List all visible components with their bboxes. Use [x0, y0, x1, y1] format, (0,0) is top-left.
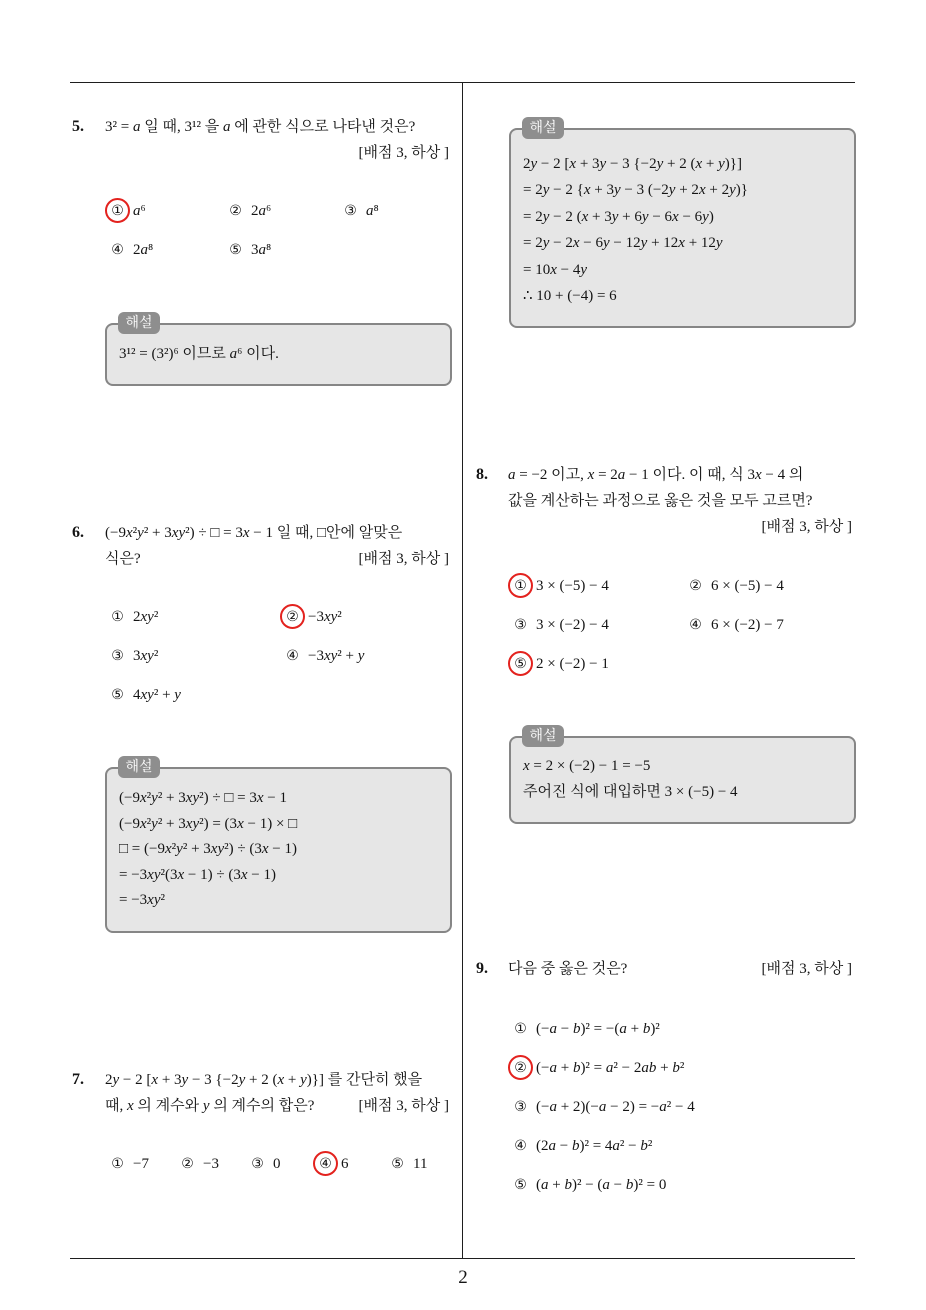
math-variable: a [617, 467, 626, 483]
question-line [105, 114, 451, 140]
question-5 [70, 114, 453, 166]
math-variable: x [151, 1072, 159, 1088]
math-variable: y [174, 687, 181, 703]
math-variable: a [541, 1177, 549, 1193]
choice-1 [110, 1154, 180, 1174]
solution-line: ∴ 10 + (−4) = 6 [523, 287, 617, 304]
choice-text: (−a + b)² = a² − 2ab + b² [536, 1060, 685, 1076]
choice-number-marker: ① [111, 609, 124, 625]
math-variable: a [366, 203, 374, 219]
choice-2 [688, 576, 784, 596]
math-variable: xy [323, 648, 338, 664]
question-text: 2y − 2 [x + 3y − 3 {−2y + 2 (x + y)}] 를 간단히 했을 [105, 1072, 423, 1088]
choice-number-marker: ④ [514, 1138, 527, 1154]
solution-box [105, 759, 452, 933]
question-line [508, 488, 854, 514]
solution-line: (−9x²y² + 3xy²) = (3x − 1) × □ [119, 815, 298, 832]
choice-1 [110, 607, 285, 627]
question-number: 5. [72, 118, 84, 135]
answer-choices [513, 1019, 695, 1195]
choice-number-marker: ④ [286, 648, 299, 664]
choice-number-marker: ⑤ [111, 687, 124, 703]
choice-4 [513, 1136, 695, 1156]
math-variable: a [549, 1099, 557, 1115]
question-body [105, 114, 451, 166]
choice-number-marker: ② [689, 578, 702, 594]
solution-label: 해설 [118, 312, 160, 334]
math-variable: y [112, 1072, 120, 1088]
solution-box [509, 728, 856, 824]
math-variable: x [672, 208, 679, 225]
question-body [508, 956, 854, 982]
choice-number-marker: ⑤ [229, 242, 242, 258]
choice-number-marker: ⑤ [391, 1156, 404, 1172]
choice-3 [110, 646, 285, 666]
math-variable: y [641, 208, 649, 225]
math-variable: x [572, 235, 580, 252]
math-variable: y [530, 156, 538, 172]
math-variable: b [564, 1177, 572, 1193]
math-variable: x [237, 815, 244, 832]
math-variable: x [125, 525, 133, 541]
choice-1 [513, 1019, 695, 1039]
solution-line: x = 2 × (−2) − 1 = −5 [523, 758, 651, 774]
math-variable: y [611, 208, 619, 225]
choice-3 [250, 1154, 318, 1174]
math-variable: x [695, 156, 703, 172]
choice-5 [110, 685, 285, 705]
choice-2 [285, 607, 364, 627]
question-line [105, 140, 451, 166]
math-variable: x [550, 261, 557, 278]
math-variable: x [139, 815, 147, 832]
choice-text: (−a + 2)(−a − 2) = −a² − 4 [536, 1099, 695, 1115]
question-6 [70, 520, 453, 572]
math-variable: b [572, 1060, 581, 1076]
math-variable: y [715, 235, 723, 252]
math-variable: a [598, 1099, 607, 1115]
choice-number-marker: ③ [251, 1156, 264, 1172]
answer-mark-circle [280, 604, 305, 629]
math-variable: a [508, 467, 516, 483]
math-variable: x [569, 156, 577, 172]
math-variable: y [357, 648, 365, 664]
choice-text: 6 × (−5) − 4 [711, 578, 784, 594]
math-variable: y [300, 1072, 307, 1088]
question-text: a = −2 이고, x = 2a − 1 이다. 이 때, 식 3x − 4 의 [508, 467, 804, 483]
math-variable: xy [185, 815, 200, 832]
math-variable: x [587, 467, 595, 483]
math-variable: y [640, 235, 648, 252]
choice-text: 6 × (−2) − 7 [711, 617, 784, 633]
math-variable: y [151, 815, 158, 832]
answer-mark-circle [508, 1055, 533, 1080]
math-variable: x [164, 841, 172, 857]
choice-1 [110, 201, 228, 221]
math-variable: y [718, 156, 725, 172]
math-variable: x [583, 182, 591, 199]
question-body [508, 462, 854, 540]
choice-number-marker: ① [110, 201, 125, 221]
math-variable: xy [185, 790, 200, 806]
score-info: [배점 3, 하상 ] [358, 1098, 449, 1114]
math-variable: a [619, 1021, 627, 1037]
choice-5 [513, 1175, 695, 1195]
math-variable: a [222, 119, 231, 135]
math-variable: y [151, 790, 158, 806]
math-variable: b [640, 1138, 648, 1154]
choice-text: a⁶ [133, 203, 146, 219]
math-variable: a [548, 1138, 556, 1154]
choice-number-marker: ① [513, 576, 528, 596]
question-number: 7. [72, 1071, 84, 1088]
math-variable: b [572, 1021, 581, 1037]
math-variable: b [571, 1138, 580, 1154]
choice-text: −3 [203, 1156, 219, 1172]
choice-number-marker: ④ [318, 1154, 333, 1174]
math-variable: xy [147, 892, 161, 908]
choice-text: 4xy² + y [133, 687, 181, 703]
choice-4 [688, 615, 784, 635]
math-variable: y [599, 156, 607, 172]
math-variable: x [523, 758, 530, 774]
choice-text: (2a − b)² = 4a² − b² [536, 1138, 653, 1154]
math-variable: a [659, 1099, 667, 1115]
choice-text: 2xy² [133, 609, 159, 625]
solution-label: 해설 [118, 756, 160, 778]
solution-line: = 2y − 2 {x + 3y − 3 (−2y + 2x + 2y)} [523, 182, 748, 199]
answer-mark-circle [508, 651, 533, 676]
score-info: [배점 3, 하상 ] [761, 961, 852, 977]
math-variable: xy [140, 609, 154, 625]
math-variable: xy [140, 687, 154, 703]
choice-number-marker: ② [229, 203, 242, 219]
solution-line: = −3xy²(3x − 1) ÷ (3x − 1) [119, 866, 276, 883]
math-variable: y [702, 208, 709, 225]
answer-mark-circle [313, 1151, 338, 1176]
solution-line: = 10x − 4y [523, 261, 588, 278]
math-variable: a [258, 242, 266, 258]
answer-choices [110, 1154, 427, 1174]
solution-line: = −3xy² [119, 892, 165, 908]
math-variable: y [729, 182, 736, 199]
score-info: [배점 3, 하상 ] [761, 519, 852, 535]
answer-mark-circle [508, 573, 533, 598]
math-variable: y [580, 261, 588, 278]
math-variable: xy [210, 841, 225, 857]
choice-4 [110, 240, 228, 260]
choice-text: 2 × (−2) − 1 [536, 656, 609, 672]
choice-text: −3xy² [308, 609, 342, 625]
choice-text: 3 × (−5) − 4 [536, 578, 609, 594]
choice-text: (a + b)² − (a − b)² = 0 [536, 1177, 667, 1193]
choice-4 [318, 1154, 390, 1174]
math-variable: b [642, 1021, 651, 1037]
math-variable: a [229, 346, 238, 362]
question-text: (−9x²y² + 3xy²) ÷ □ = 3x − 1 일 때, □안에 알맞은 [105, 525, 403, 541]
question-text: 다음 중 옳은 것은? [508, 961, 628, 977]
choice-2 [513, 1058, 695, 1078]
solution-box [509, 120, 856, 328]
choice-number-marker: ② [181, 1156, 194, 1172]
choice-text: 2a⁸ [133, 242, 154, 258]
math-variable: y [176, 841, 183, 857]
math-variable: y [542, 182, 550, 199]
choice-text: 11 [413, 1156, 428, 1172]
solution-box [105, 315, 452, 386]
choice-number-marker: ③ [344, 203, 357, 219]
question-number: 6. [72, 524, 84, 541]
question-line [105, 546, 451, 572]
math-variable: ab [641, 1060, 657, 1076]
math-variable: y [542, 235, 550, 252]
math-variable: a [258, 203, 266, 219]
math-variable: a [549, 1060, 557, 1076]
solution-line: 주어진 식에 대입하면 3 × (−5) − 4 [523, 784, 738, 800]
answer-choices [110, 201, 379, 260]
question-line [508, 462, 854, 488]
math-variable: x [240, 866, 248, 883]
question-7 [70, 1067, 453, 1119]
choice-2 [180, 1154, 250, 1174]
solution-line: = 2y − 2x − 6y − 12y + 12x + 12y [523, 235, 723, 252]
solution-line: 3¹² = (3²)⁶ 이므로 a⁶ 이다. [119, 346, 279, 362]
choice-5 [228, 240, 343, 260]
answer-choices [110, 607, 364, 705]
choice-5 [390, 1154, 427, 1174]
math-variable: y [656, 156, 664, 172]
column-divider [462, 82, 463, 1258]
math-variable: x [177, 866, 185, 883]
question-number: 9. [476, 960, 488, 977]
math-variable: b [672, 1060, 680, 1076]
math-variable: a [605, 1060, 614, 1076]
math-variable: x [139, 790, 147, 806]
math-variable: x [277, 1072, 285, 1088]
math-variable: y [613, 182, 621, 199]
question-body [105, 1067, 451, 1119]
math-variable: xy [140, 648, 154, 664]
math-variable: y [603, 235, 610, 252]
math-variable: a [133, 203, 141, 219]
question-body [105, 520, 451, 572]
solution-line: 2y − 2 [x + 3y − 3 {−2y + 2 (x + y)}] [523, 156, 742, 172]
question-text: 식은? [105, 551, 141, 567]
choice-text: (−a − b)² = −(a + b)² [536, 1021, 660, 1037]
choice-number-marker: ⑤ [513, 654, 528, 674]
choice-text: 6 [341, 1156, 349, 1172]
choice-text: 3 × (−2) − 4 [536, 617, 609, 633]
question-line [105, 520, 451, 546]
choice-4 [285, 646, 364, 666]
score-info: [배점 3, 하상 ] [358, 551, 449, 567]
solution-line: = 2y − 2 (x + 3y + 6y − 6x − 6y) [523, 208, 714, 225]
choice-number-marker: ② [285, 607, 300, 627]
score-info: [배점 3, 하상 ] [358, 145, 449, 161]
solution-line: □ = (−9x²y² + 3xy²) ÷ (3x − 1) [119, 841, 297, 857]
choice-text: 0 [273, 1156, 281, 1172]
question-9 [474, 956, 857, 982]
math-variable: x [581, 208, 589, 225]
choice-number-marker: ① [111, 1156, 124, 1172]
math-variable: a [132, 119, 141, 135]
page-number: 2 [458, 1267, 468, 1288]
question-line [105, 1093, 451, 1119]
math-variable: a [612, 1138, 620, 1154]
math-variable: a [140, 242, 148, 258]
solution-label: 해설 [522, 117, 564, 139]
math-variable: y [542, 208, 550, 225]
choice-text: 3xy² [133, 648, 159, 664]
question-line [105, 1067, 451, 1093]
choice-number-marker: ② [513, 1058, 528, 1078]
choice-number-marker: ④ [689, 617, 702, 633]
math-variable: b [625, 1177, 634, 1193]
choice-number-marker: ③ [111, 648, 124, 664]
math-variable: y [202, 1098, 210, 1114]
choice-3 [513, 615, 688, 635]
math-variable: x [242, 525, 250, 541]
choice-number-marker: ⑤ [514, 1177, 527, 1193]
answer-mark-circle [105, 198, 130, 223]
solution-label: 해설 [522, 725, 564, 747]
choice-text: 2a⁶ [251, 203, 272, 219]
math-variable: y [238, 1072, 246, 1088]
solution-line: (−9x²y² + 3xy²) ÷ □ = 3x − 1 [119, 790, 287, 806]
choice-3 [513, 1097, 695, 1117]
choice-number-marker: ③ [514, 617, 527, 633]
choice-number-marker: ④ [111, 242, 124, 258]
math-variable: x [256, 790, 264, 806]
question-text: 3² = a 일 때, 3¹² 을 a 에 관한 식으로 나타낸 것은? [105, 119, 416, 135]
math-variable: xy [323, 609, 338, 625]
choice-text: −3xy² + y [308, 648, 365, 664]
math-variable: xy [147, 866, 161, 883]
footer-rule [70, 1258, 855, 1259]
math-variable: x [127, 1098, 134, 1114]
question-text: 때, x 의 계수와 y 의 계수의 합은? [105, 1098, 315, 1114]
choice-number-marker: ③ [514, 1099, 527, 1115]
math-variable: xy [171, 525, 186, 541]
question-line [508, 956, 854, 982]
math-variable: x [678, 235, 685, 252]
math-variable: x [754, 467, 762, 483]
question-number: 8. [476, 466, 488, 483]
math-variable: x [261, 841, 269, 857]
question-8 [474, 462, 857, 540]
choice-text: a⁸ [366, 203, 379, 219]
math-variable: y [668, 182, 676, 199]
choice-2 [228, 201, 343, 221]
math-variable: y [181, 1072, 189, 1088]
choice-text: 3a⁸ [251, 242, 272, 258]
question-line [508, 514, 854, 540]
math-variable: x [698, 182, 706, 199]
math-variable: a [602, 1177, 610, 1193]
choice-text: −7 [133, 1156, 149, 1172]
choice-1 [513, 576, 688, 596]
math-variable: a [549, 1021, 557, 1037]
choice-number-marker: ① [514, 1021, 527, 1037]
choice-5 [513, 654, 688, 674]
choice-3 [343, 201, 379, 221]
math-variable: y [137, 525, 144, 541]
answer-choices [513, 576, 784, 674]
question-text: 값을 계산하는 과정으로 옳은 것을 모두 고르면? [508, 493, 813, 509]
